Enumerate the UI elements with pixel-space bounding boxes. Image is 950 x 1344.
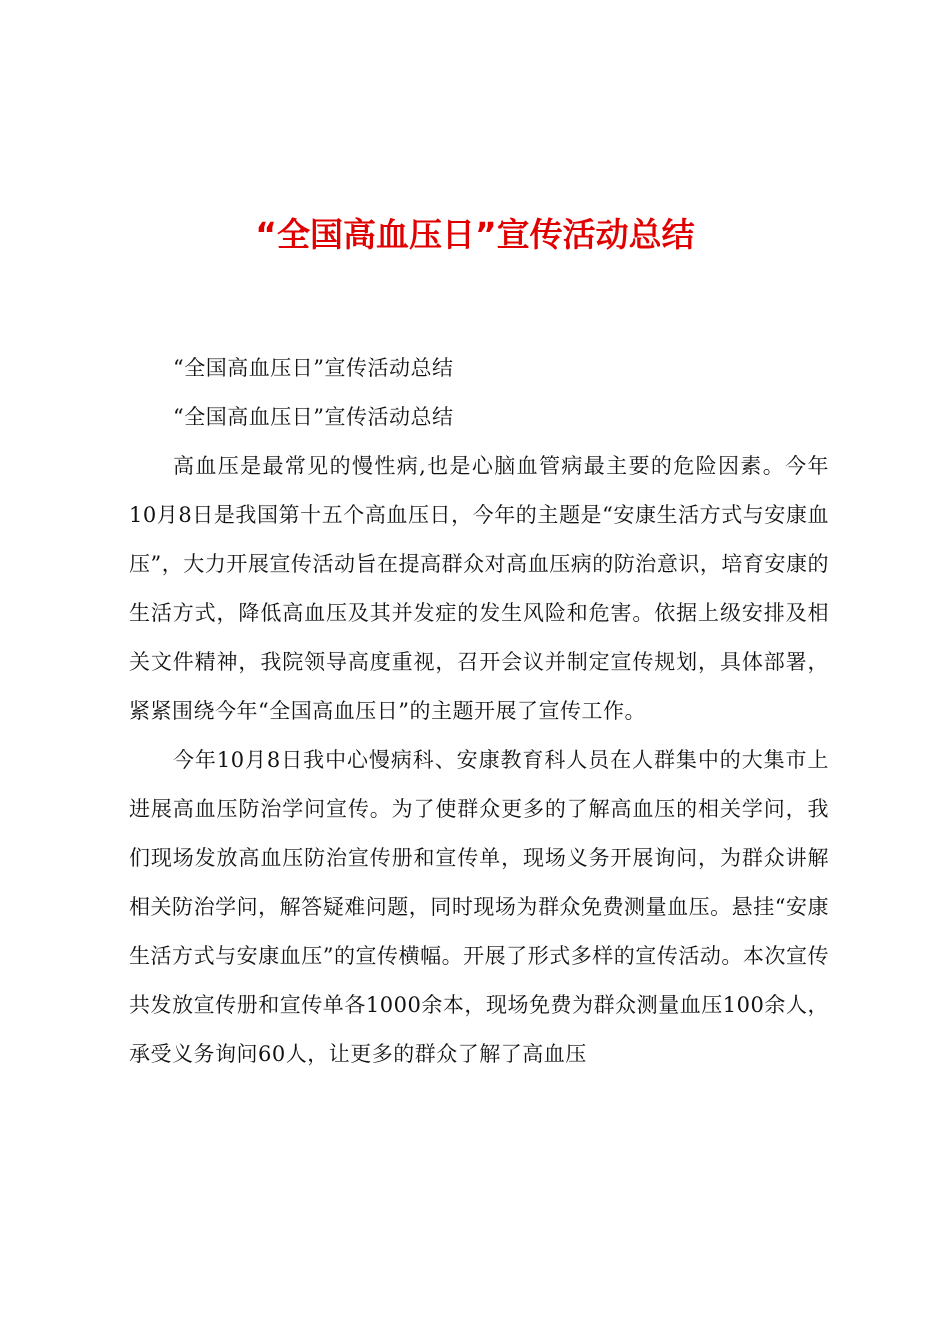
document-title: “全国高血压日”宣传活动总结 [255,215,695,254]
subtitle-line-1: “全国高血压日”宣传活动总结 [173,356,454,380]
subtitle-line-2: “全国高血压日”宣传活动总结 [173,405,454,429]
paragraph-intro: 高血压是最常见的慢性病,也是心脑血管病最主要的危险因素。今年10月8日是我国第十五个高血压日，今年的主题是“安康生活方式与安康血压”，大力开展宣传活动旨在提高群众对高血压病的防治意识，培育安康的生活方式，降低高血压及其并发症的发生风险和危害。依据上级安排及相关文件精神，我院领导高度重视，召开会议并制定宣传规划，具体部署，紧紧围绕今年“全国高血压日”的主题开展了宣传工作。 [129,454,829,723]
document-body [129,344,829,1079]
paragraph-activity: 今年10月8日我中心慢病科、安康教育科人员在人群集中的大集市上进展高血压防治学问宣传。为了使群众更多的了解高血压的相关学问，我们现场发放高血压防治宣传册和宣传单，现场义务开展询问，为群众讲解相关防治学问，解答疑难问题，同时现场为群众免费测量血压。悬挂“安康生活方式与安康血压”的宣传横幅。开展了形式多样的宣传活动。本次宣传共发放宣传册和宣传单各1000余本，现场免费为群众测量血压100余人，承受义务询问60人，让更多的群众了解了高血压 [129,748,829,1066]
